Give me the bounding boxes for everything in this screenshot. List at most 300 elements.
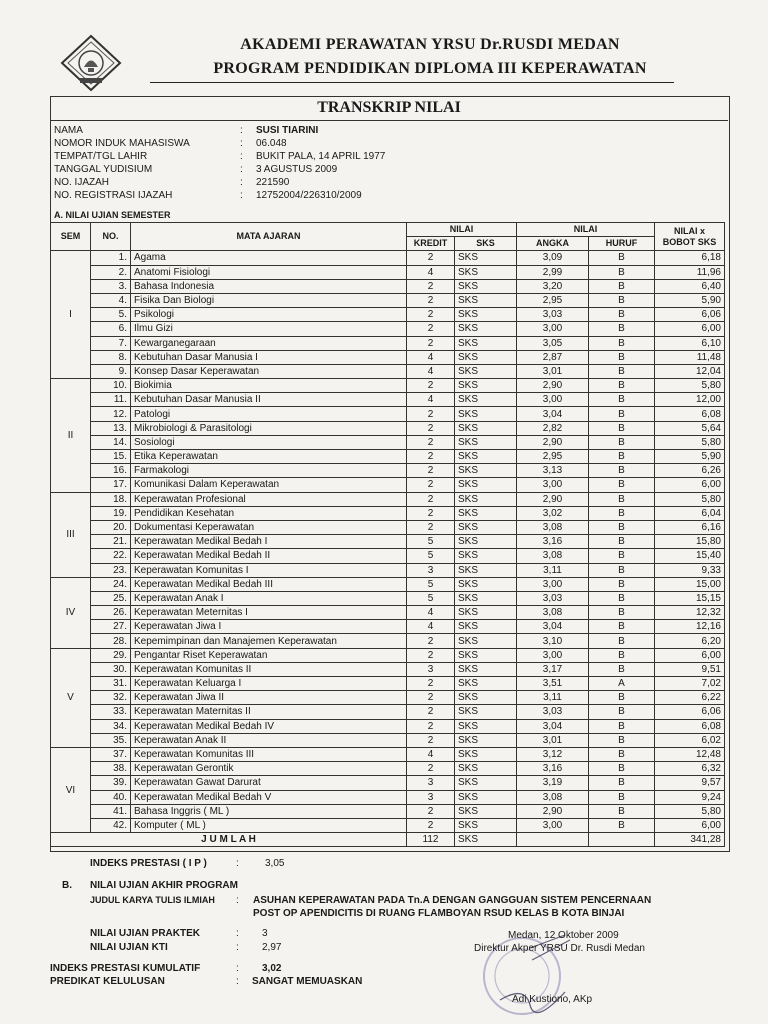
- sks-unit: SKS: [455, 293, 517, 307]
- course-name: Keperawatan Gawat Darurat: [131, 776, 407, 790]
- sks-unit: SKS: [455, 662, 517, 676]
- weighted-score: 9,57: [655, 776, 725, 790]
- grade-letter: B: [589, 251, 655, 265]
- course-name: Komunikasi Dalam Keperawatan: [131, 478, 407, 492]
- row-no: 39.: [91, 776, 131, 790]
- sks-unit: SKS: [455, 634, 517, 648]
- grade-letter: B: [589, 790, 655, 804]
- course-name: Kepemimpinan dan Manajemen Keperawatan: [131, 634, 407, 648]
- header-mata-ajaran: MATA AJARAN: [131, 223, 407, 251]
- table-row: [51, 492, 725, 506]
- course-name: Keperawatan Maternitas II: [131, 705, 407, 719]
- course-name: Keperawatan Komunitas III: [131, 747, 407, 761]
- ip-value: 3,05: [265, 858, 285, 869]
- credit: 4: [407, 393, 455, 407]
- grade-letter: B: [589, 606, 655, 620]
- grade-letter: B: [589, 818, 655, 832]
- credit: 3: [407, 790, 455, 804]
- credit: 3: [407, 662, 455, 676]
- ipk-label: INDEKS PRESTASI KUMULATIF: [50, 963, 201, 974]
- kti-title-line1: ASUHAN KEPERAWATAN PADA Tn.A DENGAN GANGGUAN SISTEM PENCERNAAN: [253, 895, 652, 906]
- header-no: NO.: [91, 223, 131, 251]
- row-no: 9.: [91, 364, 131, 378]
- weighted-score: 5,80: [655, 804, 725, 818]
- grade-number: 3,08: [517, 549, 589, 563]
- grade-letter: B: [589, 478, 655, 492]
- sks-unit: SKS: [455, 535, 517, 549]
- grade-letter: B: [589, 265, 655, 279]
- grade-letter: B: [589, 308, 655, 322]
- credit: 4: [407, 747, 455, 761]
- row-no: 12.: [91, 407, 131, 421]
- sks-unit: SKS: [455, 450, 517, 464]
- weighted-score: 5,90: [655, 450, 725, 464]
- row-no: 38.: [91, 762, 131, 776]
- table-row: [51, 662, 725, 676]
- total-sks: SKS: [455, 833, 517, 847]
- grade-letter: B: [589, 435, 655, 449]
- row-no: 8.: [91, 350, 131, 364]
- course-name: Keperawatan Jiwa I: [131, 620, 407, 634]
- info-colon: :: [240, 138, 243, 149]
- weighted-score: 12,32: [655, 606, 725, 620]
- total-empty: [517, 833, 589, 847]
- sks-unit: SKS: [455, 379, 517, 393]
- table-row: [51, 577, 725, 591]
- semester-cell: III: [51, 492, 91, 577]
- row-no: 7.: [91, 336, 131, 350]
- row-no: 1.: [91, 251, 131, 265]
- header-bobot-line1: NILAI x: [673, 225, 705, 236]
- sks-unit: SKS: [455, 705, 517, 719]
- weighted-score: 9,51: [655, 662, 725, 676]
- course-name: Keperawatan Komunitas II: [131, 662, 407, 676]
- sks-unit: SKS: [455, 818, 517, 832]
- grade-number: 3,11: [517, 691, 589, 705]
- grade-letter: B: [589, 293, 655, 307]
- signature-place-date: Medan, 12 Oktober 2009: [508, 930, 619, 941]
- header-divider: [150, 82, 674, 83]
- course-name: Konsep Dasar Keperawatan: [131, 364, 407, 378]
- weighted-score: 6,00: [655, 478, 725, 492]
- sks-unit: SKS: [455, 563, 517, 577]
- header-huruf: HURUF: [589, 237, 655, 251]
- grade-number: 3,04: [517, 719, 589, 733]
- grade-number: 3,19: [517, 776, 589, 790]
- grade-letter: B: [589, 464, 655, 478]
- credit: 2: [407, 804, 455, 818]
- weighted-score: 6,08: [655, 407, 725, 421]
- sks-unit: SKS: [455, 322, 517, 336]
- sks-unit: SKS: [455, 762, 517, 776]
- grade-letter: B: [589, 393, 655, 407]
- table-row: [51, 393, 725, 407]
- semester-cell: V: [51, 648, 91, 747]
- header-angka: ANGKA: [517, 237, 589, 251]
- row-no: 6.: [91, 322, 131, 336]
- grade-letter: B: [589, 648, 655, 662]
- weighted-score: 11,48: [655, 350, 725, 364]
- semester-cell: II: [51, 379, 91, 493]
- grade-letter: B: [589, 336, 655, 350]
- weighted-score: 6,10: [655, 336, 725, 350]
- grade-number: 3,11: [517, 563, 589, 577]
- grade-number: 2,90: [517, 492, 589, 506]
- grade-letter: B: [589, 492, 655, 506]
- program-name: PROGRAM PENDIDIKAN DIPLOMA III KEPERAWATAN: [213, 60, 647, 77]
- row-no: 21.: [91, 535, 131, 549]
- weighted-score: 6,22: [655, 691, 725, 705]
- course-name: Bahasa Inggris ( ML ): [131, 804, 407, 818]
- grade-number: 2,90: [517, 435, 589, 449]
- course-name: Psikologi: [131, 308, 407, 322]
- sks-unit: SKS: [455, 350, 517, 364]
- row-no: 10.: [91, 379, 131, 393]
- row-no: 20.: [91, 520, 131, 534]
- grade-letter: B: [589, 379, 655, 393]
- weighted-score: 6,08: [655, 719, 725, 733]
- credit: 2: [407, 279, 455, 293]
- sks-unit: SKS: [455, 577, 517, 591]
- info-label: NOMOR INDUK MAHASISWA: [54, 138, 190, 149]
- table-row: [51, 520, 725, 534]
- row-no: 4.: [91, 293, 131, 307]
- credit: 2: [407, 634, 455, 648]
- grade-letter: B: [589, 322, 655, 336]
- table-row: [51, 762, 725, 776]
- credit: 4: [407, 606, 455, 620]
- grade-number: 3,01: [517, 733, 589, 747]
- credit: 2: [407, 677, 455, 691]
- info-colon: :: [240, 151, 243, 162]
- credit: 2: [407, 421, 455, 435]
- weighted-score: 6,00: [655, 322, 725, 336]
- table-row: [51, 407, 725, 421]
- grade-letter: B: [589, 691, 655, 705]
- row-no: 22.: [91, 549, 131, 563]
- grade-letter: B: [589, 747, 655, 761]
- grade-number: 3,16: [517, 535, 589, 549]
- grade-number: 3,00: [517, 393, 589, 407]
- course-name: Keperawatan Anak II: [131, 733, 407, 747]
- info-colon: :: [240, 190, 243, 201]
- grade-letter: B: [589, 563, 655, 577]
- grade-letter: B: [589, 634, 655, 648]
- kti-label: JUDUL KARYA TULIS ILMIAH: [90, 895, 215, 905]
- institution-name: AKADEMI PERAWATAN YRSU Dr.RUSDI MEDAN: [240, 36, 620, 53]
- sks-unit: SKS: [455, 620, 517, 634]
- kti-score-value: 2,97: [262, 942, 282, 953]
- table-row: [51, 506, 725, 520]
- credit: 2: [407, 818, 455, 832]
- row-no: 27.: [91, 620, 131, 634]
- sks-unit: SKS: [455, 506, 517, 520]
- weighted-score: 15,15: [655, 591, 725, 605]
- credit: 2: [407, 322, 455, 336]
- semester-cell: IV: [51, 577, 91, 648]
- info-label: NAMA: [54, 125, 83, 136]
- grade-number: 2,99: [517, 265, 589, 279]
- row-no: 19.: [91, 506, 131, 520]
- weighted-score: 6,02: [655, 733, 725, 747]
- table-row: [51, 620, 725, 634]
- grade-number: 3,10: [517, 634, 589, 648]
- grade-number: 3,04: [517, 407, 589, 421]
- row-no: 3.: [91, 279, 131, 293]
- table-row: [51, 549, 725, 563]
- row-no: 13.: [91, 421, 131, 435]
- row-no: 34.: [91, 719, 131, 733]
- row-no: 25.: [91, 591, 131, 605]
- header-nilai-kredit: NILAI: [407, 223, 517, 237]
- grade-number: 3,17: [517, 662, 589, 676]
- credit: 2: [407, 492, 455, 506]
- weighted-score: 6,06: [655, 308, 725, 322]
- table-row: [51, 308, 725, 322]
- grade-letter: B: [589, 591, 655, 605]
- credit: 2: [407, 478, 455, 492]
- table-row: [51, 265, 725, 279]
- credit: 2: [407, 506, 455, 520]
- credit: 2: [407, 435, 455, 449]
- grade-number: 3,13: [517, 464, 589, 478]
- credit: 2: [407, 251, 455, 265]
- credit: 2: [407, 691, 455, 705]
- total-empty: [589, 833, 655, 847]
- credit: 5: [407, 577, 455, 591]
- table-row: [51, 350, 725, 364]
- grade-letter: B: [589, 549, 655, 563]
- weighted-score: 12,16: [655, 620, 725, 634]
- grade-number: 3,51: [517, 677, 589, 691]
- grade-number: 3,16: [517, 762, 589, 776]
- section-b-letter: B.: [62, 880, 72, 891]
- table-row: [51, 691, 725, 705]
- grades-body: [51, 251, 725, 833]
- info-colon: :: [240, 164, 243, 175]
- course-name: Keperawatan Medikal Bedah V: [131, 790, 407, 804]
- weighted-score: 6,16: [655, 520, 725, 534]
- course-name: Patologi: [131, 407, 407, 421]
- table-row: [51, 634, 725, 648]
- predikat-label: PREDIKAT KELULUSAN: [50, 976, 165, 987]
- row-no: 23.: [91, 563, 131, 577]
- grade-letter: B: [589, 279, 655, 293]
- credit: 2: [407, 762, 455, 776]
- weighted-score: 6,32: [655, 762, 725, 776]
- course-name: Pendidikan Kesehatan: [131, 506, 407, 520]
- row-no: 2.: [91, 265, 131, 279]
- institution-seal-icon: [58, 34, 124, 92]
- grade-letter: B: [589, 662, 655, 676]
- sks-unit: SKS: [455, 549, 517, 563]
- course-name: Keperawatan Medikal Bedah I: [131, 535, 407, 549]
- row-no: 31.: [91, 677, 131, 691]
- row-no: 42.: [91, 818, 131, 832]
- ip-colon: :: [236, 858, 239, 869]
- info-value: 3 AGUSTUS 2009: [256, 164, 338, 175]
- course-name: Keperawatan Profesional: [131, 492, 407, 506]
- sks-unit: SKS: [455, 308, 517, 322]
- credit: 3: [407, 776, 455, 790]
- row-no: 15.: [91, 450, 131, 464]
- course-name: Keperawatan Keluarga I: [131, 677, 407, 691]
- weighted-score: 12,00: [655, 393, 725, 407]
- weighted-score: 6,26: [655, 464, 725, 478]
- sks-unit: SKS: [455, 677, 517, 691]
- kti-title-line2: POST OP APENDICITIS DI RUANG FLAMBOYAN RSUD KELAS B KOTA BINJAI: [253, 908, 625, 919]
- course-name: Sosiologi: [131, 435, 407, 449]
- course-name: Kewarganegaraan: [131, 336, 407, 350]
- table-row: [51, 251, 725, 265]
- header-nilai-mutu: NILAI: [517, 223, 655, 237]
- course-name: Keperawatan Medikal Bedah II: [131, 549, 407, 563]
- table-row: [51, 478, 725, 492]
- info-value: 221590: [256, 177, 290, 188]
- table-row: [51, 705, 725, 719]
- table-row: [51, 804, 725, 818]
- sks-unit: SKS: [455, 648, 517, 662]
- grade-number: 2,87: [517, 350, 589, 364]
- sks-unit: SKS: [455, 393, 517, 407]
- grade-letter: B: [589, 535, 655, 549]
- info-value: BUKIT PALA, 14 APRIL 1977: [256, 151, 386, 162]
- credit: 2: [407, 464, 455, 478]
- header-bobot: [655, 223, 725, 251]
- table-row: [51, 591, 725, 605]
- grade-number: 3,03: [517, 705, 589, 719]
- course-name: Dokumentasi Keperawatan: [131, 520, 407, 534]
- semester-cell: VI: [51, 747, 91, 832]
- info-colon: :: [240, 125, 243, 136]
- credit: 2: [407, 336, 455, 350]
- grade-number: 3,05: [517, 336, 589, 350]
- credit: 5: [407, 535, 455, 549]
- kti-colon: :: [236, 895, 239, 906]
- grade-letter: A: [589, 677, 655, 691]
- predikat-value: SANGAT MEMUASKAN: [252, 976, 363, 987]
- grade-letter: B: [589, 620, 655, 634]
- row-no: 18.: [91, 492, 131, 506]
- grade-number: 3,08: [517, 606, 589, 620]
- table-row: [51, 776, 725, 790]
- info-label: TEMPAT/TGL LAHIR: [54, 151, 148, 162]
- weighted-score: 5,80: [655, 492, 725, 506]
- weighted-score: 6,00: [655, 818, 725, 832]
- grade-letter: B: [589, 776, 655, 790]
- grade-number: 3,09: [517, 251, 589, 265]
- row-no: 28.: [91, 634, 131, 648]
- credit: 5: [407, 591, 455, 605]
- course-name: Bahasa Indonesia: [131, 279, 407, 293]
- table-row: [51, 719, 725, 733]
- grade-letter: B: [589, 804, 655, 818]
- weighted-score: 5,90: [655, 293, 725, 307]
- credit: 3: [407, 563, 455, 577]
- grade-number: 3,01: [517, 364, 589, 378]
- row-no: 41.: [91, 804, 131, 818]
- semester-cell: I: [51, 251, 91, 379]
- sks-unit: SKS: [455, 279, 517, 293]
- grade-number: 2,95: [517, 450, 589, 464]
- info-colon: :: [240, 177, 243, 188]
- table-row: [51, 435, 725, 449]
- sks-unit: SKS: [455, 719, 517, 733]
- header-sem: SEM: [51, 223, 91, 251]
- credit: 2: [407, 719, 455, 733]
- row-no: 37.: [91, 747, 131, 761]
- info-value: 12752004/226310/2009: [256, 190, 362, 201]
- course-name: Keperawatan Meternitas I: [131, 606, 407, 620]
- grade-number: 3,00: [517, 577, 589, 591]
- ipk-value: 3,02: [262, 963, 282, 974]
- table-row: [51, 563, 725, 577]
- row-no: 26.: [91, 606, 131, 620]
- sks-unit: SKS: [455, 691, 517, 705]
- weighted-score: 7,02: [655, 677, 725, 691]
- table-row: [51, 322, 725, 336]
- grade-number: 3,04: [517, 620, 589, 634]
- sks-unit: SKS: [455, 520, 517, 534]
- credit: 4: [407, 350, 455, 364]
- course-name: Komputer ( ML ): [131, 818, 407, 832]
- weighted-score: 15,00: [655, 577, 725, 591]
- sks-unit: SKS: [455, 364, 517, 378]
- sks-unit: SKS: [455, 407, 517, 421]
- info-label: NO. IJAZAH: [54, 177, 110, 188]
- sks-unit: SKS: [455, 464, 517, 478]
- total-kredit: 112: [407, 833, 455, 847]
- course-name: Keperawatan Medikal Bedah IV: [131, 719, 407, 733]
- credit: 2: [407, 520, 455, 534]
- table-row: [51, 421, 725, 435]
- table-row: [51, 293, 725, 307]
- sks-unit: SKS: [455, 492, 517, 506]
- weighted-score: 5,80: [655, 379, 725, 393]
- grade-letter: B: [589, 520, 655, 534]
- grade-letter: B: [589, 719, 655, 733]
- credit: 2: [407, 308, 455, 322]
- table-row: [51, 379, 725, 393]
- table-row: [51, 336, 725, 350]
- sks-unit: SKS: [455, 790, 517, 804]
- table-row: [51, 464, 725, 478]
- grade-letter: B: [589, 364, 655, 378]
- table-row: [51, 648, 725, 662]
- weighted-score: 15,80: [655, 535, 725, 549]
- sks-unit: SKS: [455, 421, 517, 435]
- course-name: Farmakologi: [131, 464, 407, 478]
- weighted-score: 6,40: [655, 279, 725, 293]
- grade-number: 3,00: [517, 818, 589, 832]
- course-name: Agama: [131, 251, 407, 265]
- course-name: Etika Keperawatan: [131, 450, 407, 464]
- info-value: SUSI TIARINI: [256, 125, 319, 136]
- row-no: 16.: [91, 464, 131, 478]
- table-row: [51, 606, 725, 620]
- grade-number: 3,08: [517, 790, 589, 804]
- page-title: TRANSKRIP NILAI: [50, 96, 728, 121]
- grade-number: 2,82: [517, 421, 589, 435]
- sks-unit: SKS: [455, 606, 517, 620]
- ip-label: INDEKS PRESTASI ( I P ): [90, 858, 207, 869]
- grade-number: 3,00: [517, 478, 589, 492]
- course-name: Ilmu Gizi: [131, 322, 407, 336]
- total-label: J U M L A H: [51, 833, 407, 847]
- total-row: [51, 833, 725, 847]
- row-no: 29.: [91, 648, 131, 662]
- credit: 2: [407, 407, 455, 421]
